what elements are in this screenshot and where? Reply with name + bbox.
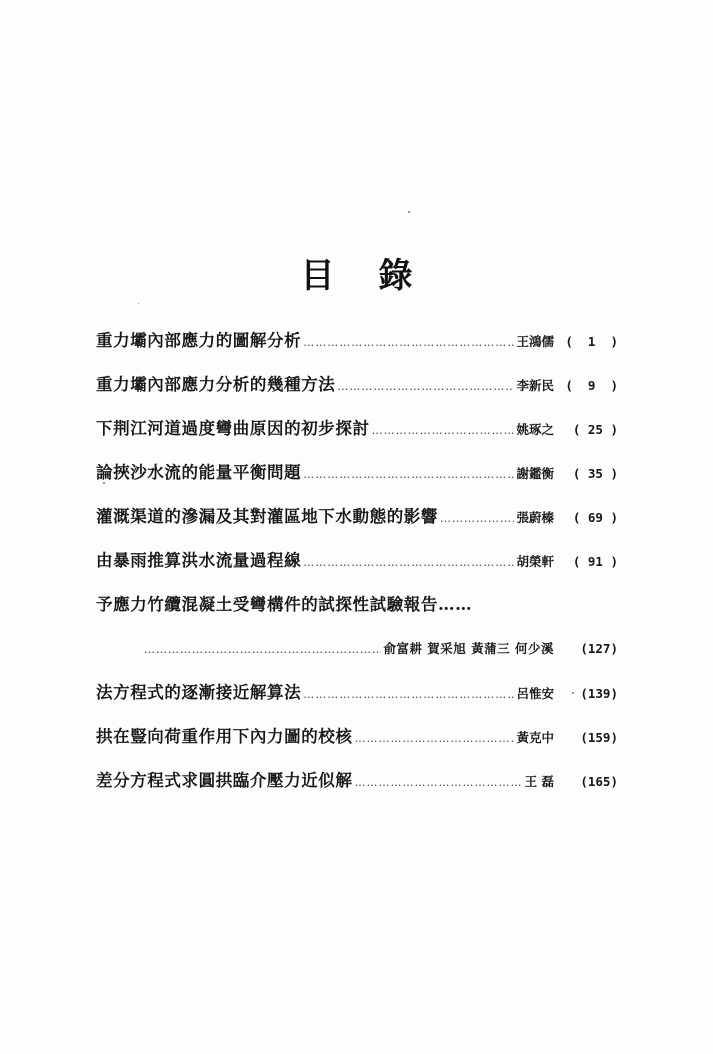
toc-entry	[96, 546, 618, 575]
leader-dots	[303, 460, 514, 489]
scan-speck	[408, 211, 410, 213]
entry-author: 王 磊	[524, 774, 554, 789]
entry-page: ( 25 )	[572, 422, 618, 437]
entry-title: 重力壩內部應力分析的幾種方法	[96, 375, 336, 394]
title-char-1: 目	[300, 256, 335, 296]
entry-author: 胡榮軒	[516, 554, 554, 569]
entry-title: 論挾沙水流的能量平衡問題	[96, 463, 302, 482]
entry-page: ( 9 )	[565, 378, 618, 393]
entry-page: ( 35 )	[572, 466, 618, 481]
entry-title: 灌溉渠道的滲漏及其對灌區地下水動態的影響	[96, 507, 438, 526]
entry-page: (127)	[580, 641, 618, 656]
title-char-2: 錄	[378, 256, 413, 296]
entry-title: 法方程式的逐漸接近解算法	[96, 683, 302, 702]
entry-title: 差分方程式求圓拱臨介壓力近似解	[96, 771, 353, 790]
toc-entry	[96, 326, 618, 355]
entry-title: 拱在豎向荷重作用下內力圖的校核	[96, 727, 353, 746]
toc-entry	[96, 678, 618, 707]
entry-page: ( 1 )	[565, 334, 618, 349]
leader-dots	[303, 548, 514, 577]
entry-page: (159)	[580, 730, 618, 745]
toc-entry	[96, 766, 618, 795]
leader-dots	[303, 328, 514, 357]
leader-dots	[440, 504, 514, 533]
leader-dots	[355, 724, 515, 753]
entry-page: (139)	[580, 686, 618, 701]
toc-entry	[96, 370, 618, 399]
entry-title: 重力壩內部應力的圖解分析	[96, 331, 302, 350]
entry-author: 呂惟安	[516, 686, 554, 701]
leader-dots	[144, 635, 381, 664]
entry-author: 王鴻儒	[516, 334, 554, 349]
entry-author: 姚琢之	[516, 422, 554, 437]
scan-speck	[138, 303, 139, 304]
leader-dots	[355, 768, 523, 797]
toc-entry-multiline-title	[96, 590, 618, 619]
toc-entry	[96, 458, 618, 487]
entry-authors: 俞富耕 賀采旭 黃蒲三 何少溪	[383, 641, 554, 656]
entry-title: 予應力竹纜混凝土受彎構件的試探性試驗報告……	[96, 595, 473, 614]
page-title	[0, 248, 713, 297]
toc-entry	[96, 722, 618, 751]
toc-entry-multiline-authors	[96, 634, 618, 663]
entry-author: 黃克中	[516, 730, 554, 745]
entry-page: ( 69 )	[572, 510, 618, 525]
leader-dots	[303, 680, 514, 709]
leader-dots	[337, 372, 514, 401]
table-of-contents	[96, 326, 618, 810]
entry-author: 張蔚榛	[516, 510, 554, 525]
leader-dots	[372, 416, 515, 445]
entry-author: 李新民	[516, 378, 554, 393]
entry-page: (165)	[580, 774, 618, 789]
entry-page: ( 91 )	[572, 554, 618, 569]
entry-title: 由暴雨推算洪水流量過程線	[96, 551, 302, 570]
toc-entry	[96, 414, 618, 443]
toc-entry	[96, 502, 618, 531]
entry-title: 下荆江河道過度彎曲原因的初步探討	[96, 419, 370, 438]
entry-author: 謝鑑衡	[516, 466, 554, 481]
